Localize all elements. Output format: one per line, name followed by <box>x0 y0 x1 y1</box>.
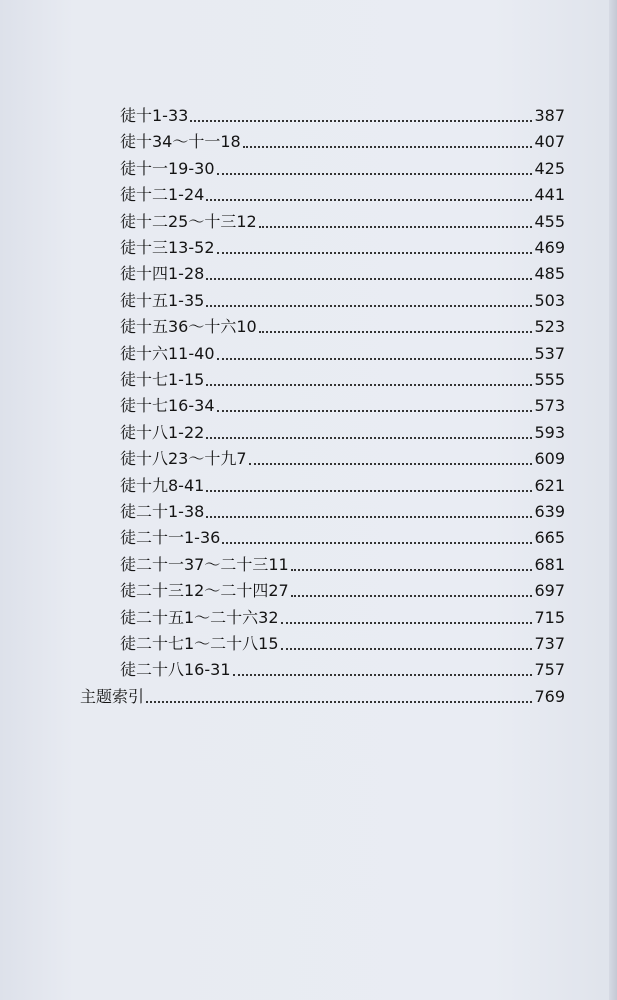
toc-entry-title: 徒十五1-35 <box>120 290 205 310</box>
toc-leader-dots <box>281 622 533 624</box>
page-edge <box>609 0 617 1000</box>
toc-entry-page: 573 <box>534 396 565 416</box>
toc-leader-dots <box>259 226 533 228</box>
toc-entry-title: 徒十一19-30 <box>120 158 215 178</box>
toc-entry-page: 681 <box>534 554 565 574</box>
toc-entry <box>120 628 565 654</box>
toc-leader-dots <box>233 674 533 676</box>
toc-entry-title: 徒十七1-15 <box>120 370 205 389</box>
toc-entry-title: 徒二十1-38 <box>120 502 205 521</box>
toc-entry-title: 徒十四1-28 <box>120 264 205 284</box>
toc-entry <box>120 654 565 680</box>
toc-entry-page: 387 <box>534 106 565 125</box>
toc-entry-title: 徒十二25～十三12 <box>120 211 257 231</box>
toc-leader-dots <box>206 490 532 492</box>
toc-entry-page: 665 <box>534 528 565 548</box>
toc-entry-page: 485 <box>534 264 565 284</box>
toc-entry-page: 407 <box>534 132 565 152</box>
toc-entry-title: 徒十三13-52 <box>120 238 215 257</box>
toc-entry-page: 593 <box>534 422 565 442</box>
toc-entry-page: 523 <box>534 317 565 337</box>
toc-entry-page: 503 <box>534 290 565 310</box>
toc-entry-title: 徒十九8-41 <box>120 475 205 495</box>
toc-entry-page: 621 <box>534 475 565 495</box>
toc-entry <box>120 126 565 152</box>
toc-leader-dots <box>281 648 533 650</box>
toc-entry-page: 609 <box>534 449 565 469</box>
toc-entry-title: 徒十34～十一18 <box>120 132 241 152</box>
toc-entry-page: 757 <box>534 660 565 680</box>
toc-leader-dots <box>146 701 532 703</box>
toc-leader-dots <box>217 410 533 412</box>
toc-entry-page: 639 <box>534 502 565 521</box>
toc-leader-dots <box>249 463 533 465</box>
toc-entry-title: 徒二十七1～二十八15 <box>120 634 279 653</box>
toc-entry-page: 441 <box>534 185 565 205</box>
toc-entry-title: 徒十五36～十六10 <box>120 317 257 337</box>
toc-leader-dots <box>206 384 532 386</box>
toc-entry <box>120 206 565 232</box>
toc-entry <box>120 153 565 179</box>
toc-leader-dots <box>206 437 532 439</box>
toc-entry-page: 425 <box>534 158 565 178</box>
toc-entry <box>120 364 565 390</box>
toc-leader-dots <box>222 542 532 544</box>
toc-index-title: 主题索引 <box>80 686 145 706</box>
toc-leader-dots <box>217 252 533 254</box>
toc-entry-title: 徒十八1-22 <box>120 422 205 442</box>
toc-entry-title: 徒二十五1～二十六32 <box>120 607 279 627</box>
toc-leader-dots <box>206 199 532 201</box>
toc-entry <box>120 443 565 469</box>
toc-entry <box>120 575 565 601</box>
toc-entry <box>120 602 565 628</box>
toc-index-page: 769 <box>534 686 565 706</box>
toc-entry-page: 469 <box>534 238 565 257</box>
toc-leader-dots <box>259 331 533 333</box>
toc-entry-title: 徒二十一37～二十三11 <box>120 554 289 574</box>
toc-entry <box>120 232 565 258</box>
toc-leader-dots <box>206 278 532 280</box>
toc-entry-index <box>80 681 565 707</box>
toc-entry <box>120 390 565 416</box>
toc-leader-dots <box>217 173 533 175</box>
toc-entry <box>120 496 565 522</box>
toc-leader-dots <box>291 595 533 597</box>
toc-entry-title: 徒十二1-24 <box>120 185 205 205</box>
toc-entry-title: 徒十七16-34 <box>120 396 215 416</box>
toc-leader-dots <box>206 305 532 307</box>
toc-entry-page: 455 <box>534 211 565 231</box>
toc-leader-dots <box>243 146 533 148</box>
toc-entry-page: 715 <box>534 607 565 627</box>
toc-leader-dots <box>291 569 533 571</box>
toc-entry <box>120 179 565 205</box>
toc-entry <box>120 549 565 575</box>
toc-entry-page: 537 <box>534 343 565 363</box>
toc-entry <box>120 285 565 311</box>
toc-entry-title: 徒二十八16-31 <box>120 660 231 680</box>
toc-entry-page: 555 <box>534 370 565 389</box>
toc-leader-dots <box>206 516 532 518</box>
toc-leader-dots <box>217 358 533 360</box>
toc-leader-dots <box>190 120 532 122</box>
toc-entry-title: 徒二十一1-36 <box>120 528 221 548</box>
toc-entry-title: 徒十1-33 <box>120 106 189 125</box>
toc-entry-title: 徒十六11-40 <box>120 343 215 363</box>
toc-entry <box>120 100 565 126</box>
toc-entry <box>120 417 565 443</box>
toc-entry <box>120 258 565 284</box>
toc-entry <box>120 522 565 548</box>
toc-entry <box>120 470 565 496</box>
toc-entry <box>120 338 565 364</box>
toc-entry <box>120 311 565 337</box>
toc-entry-title: 徒二十三12～二十四27 <box>120 581 289 601</box>
toc-entry-title: 徒十八23～十九7 <box>120 449 247 469</box>
toc-entry-page: 737 <box>534 634 565 653</box>
toc-entry-page: 697 <box>534 581 565 601</box>
